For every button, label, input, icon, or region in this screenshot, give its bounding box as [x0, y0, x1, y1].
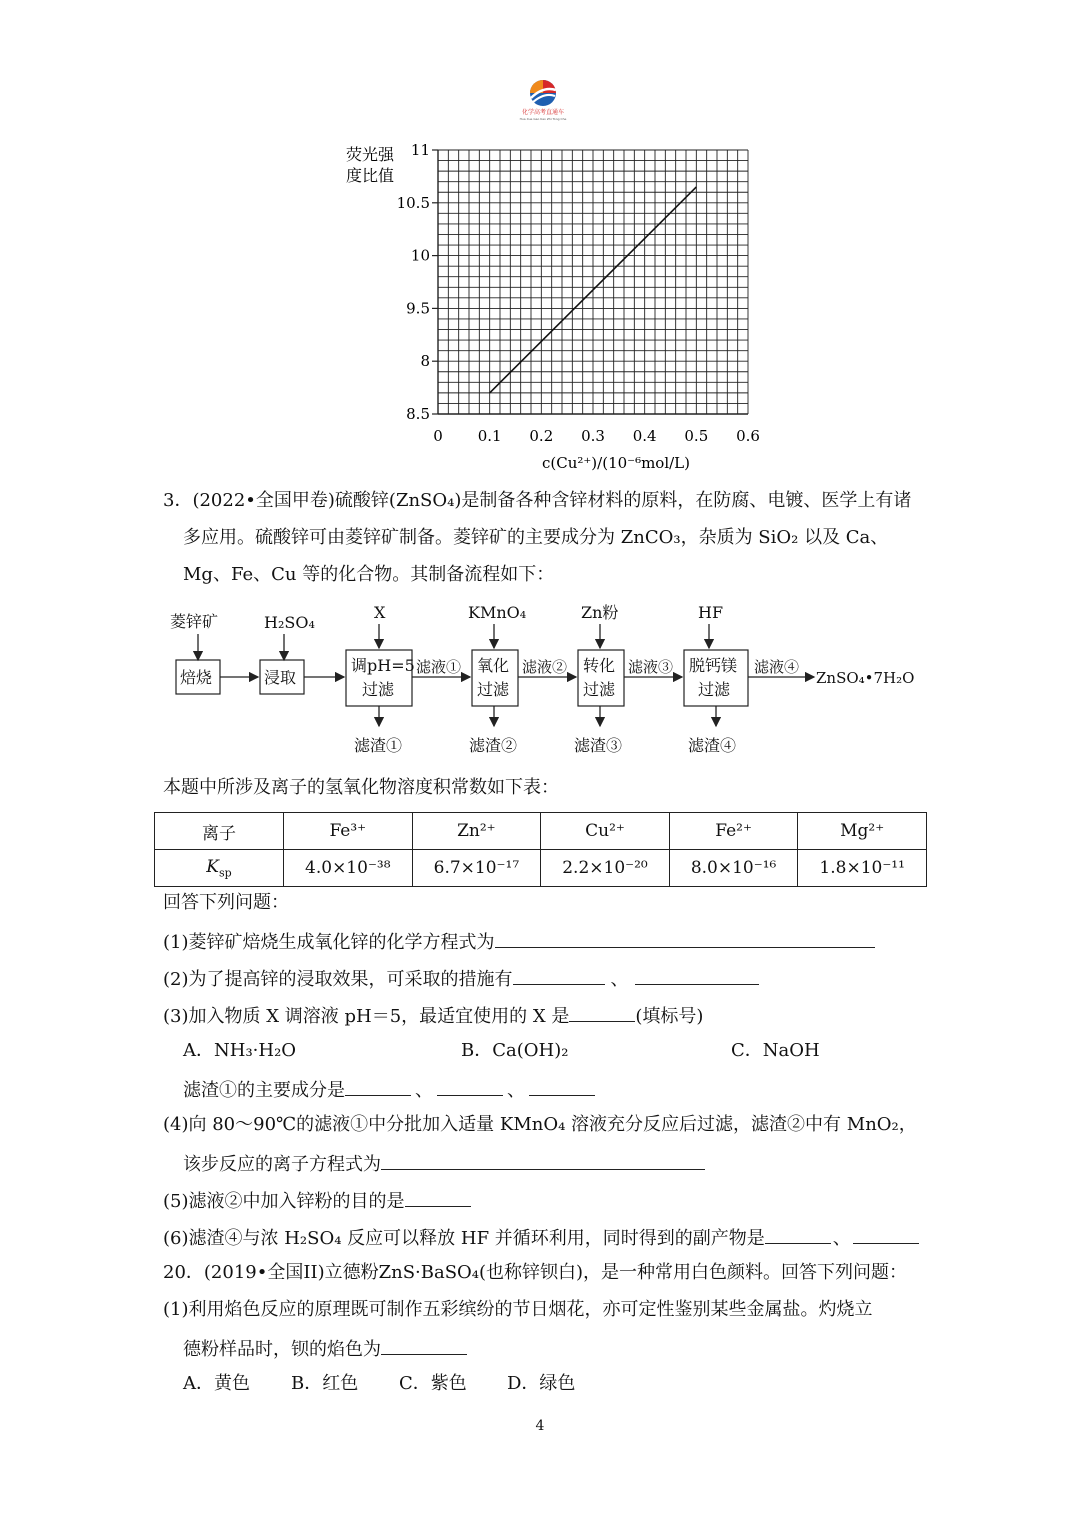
product-label: ZnSO₄•7H₂O [816, 669, 915, 687]
filtrate-4: 滤液④ [754, 658, 800, 676]
input-h2so4: H₂SO₄ [264, 613, 315, 632]
y-axis-label-line2: 度比值 [346, 166, 395, 185]
x-tick-label: 0.1 [477, 427, 502, 445]
y-tick-labels [397, 141, 438, 423]
header-zn2: Zn²⁺ [412, 813, 541, 850]
ksp-mg2: 1.8×10⁻¹¹ [798, 850, 927, 887]
q20-option-d[interactable]: D．绿色 [507, 1373, 576, 1394]
x-tick-labels [433, 427, 760, 445]
ksp-zn2: 6.7×10⁻¹⁷ [412, 850, 541, 887]
q2-blank-1[interactable] [513, 966, 605, 985]
q20-option-a[interactable]: A．黄色 [183, 1373, 250, 1394]
box-ph-l2: 过滤 [362, 680, 395, 699]
input-ore: 菱锌矿 [170, 612, 219, 631]
q2-text: (2)为了提高锌的浸取效果，可采取的措施有 [163, 969, 513, 990]
q3q-line [163, 1003, 703, 1028]
residue-2: 滤渣② [469, 736, 518, 755]
q3-residue-line: 滤渣①的主要成分是 、 、 [183, 1077, 595, 1102]
x-tick-label: 0 [433, 427, 443, 445]
header-ion: 离子 [155, 813, 284, 850]
x-tick-label: 0.5 [684, 427, 709, 445]
header-fe3: Fe³⁺ [284, 813, 413, 850]
row-label-ksp: $K_{sp}$ [155, 850, 284, 887]
table-intro: 本题中所涉及离子的氢氧化物溶度积常数如下表： [163, 777, 559, 798]
residue-1: 滤渣① [354, 736, 403, 755]
q5-text: (5)滤液②中加入锌粉的目的是 [163, 1191, 405, 1212]
q3-options [183, 1040, 820, 1062]
filtrate-1: 滤液① [416, 658, 462, 676]
q2-separator: 、 [610, 969, 629, 990]
input-zn: Zn粉 [581, 603, 619, 622]
q4-blank[interactable] [381, 1151, 705, 1170]
ksp-header-row [155, 813, 927, 850]
q6-blank-1[interactable] [765, 1225, 831, 1244]
publisher-logo [518, 78, 568, 122]
residue-3: 滤渣③ [574, 736, 623, 755]
ksp-table [154, 812, 927, 887]
q20-option-b[interactable]: B．红色 [291, 1373, 359, 1394]
x-tick-label: 0.3 [581, 427, 605, 445]
q20-1-text: 德粉样品时，钡的焰色为 [183, 1339, 381, 1360]
fluorescence-chart [330, 138, 770, 478]
logo-caption: 化学高考直通车 [521, 109, 565, 116]
q6-text: (6)滤渣④与浓 H₂SO₄ 反应可以释放 HF 并循环利用，同时得到的副产物是 [163, 1228, 765, 1249]
x-axis-label: c(Cu²⁺)/(10⁻⁶mol/L) [541, 454, 691, 472]
logo-subcaption: Hua Xue Gao Kao Zhi Tong Che [519, 117, 567, 121]
box-convert-l2: 过滤 [583, 680, 616, 699]
residue-blank-1[interactable] [345, 1077, 411, 1096]
q20-1-line2 [183, 1336, 467, 1361]
y-tick-label: 10 [410, 246, 430, 265]
q20-1-line1: (1)利用焰色反应的原理既可制作五彩缤纷的节日烟花，亦可定性鉴别某些金属盐。灼烧立 [163, 1299, 873, 1320]
box-roast-label: 焙烧 [180, 668, 213, 687]
residue-blank-3[interactable] [529, 1077, 595, 1096]
process-flow-diagram [160, 598, 920, 763]
input-hf: HF [698, 603, 724, 622]
header-mg2: Mg²⁺ [798, 813, 927, 850]
q1-text: (1)菱锌矿焙烧生成氧化锌的化学方程式为 [163, 932, 495, 953]
box-decalcify-l2: 过滤 [698, 680, 731, 699]
q3q-blank[interactable] [569, 1003, 635, 1022]
q20-options [183, 1373, 575, 1395]
filtrate-3: 滤液③ [628, 658, 674, 676]
ksp-fe2: 8.0×10⁻¹⁶ [669, 850, 798, 887]
q3-option-c[interactable]: C．NaOH [731, 1040, 820, 1061]
q3q-post: (填标号) [635, 1006, 704, 1027]
q1-blank[interactable] [495, 929, 875, 948]
y-tick-label: 11 [410, 141, 430, 159]
ksp-value-row [155, 850, 927, 887]
residue-blank-2[interactable] [437, 1077, 503, 1096]
x-tick-label: 0.2 [529, 427, 554, 445]
ksp-cu2: 2.2×10⁻²⁰ [541, 850, 670, 887]
input-x: X [374, 603, 386, 622]
x-tick-label: 0.4 [632, 427, 657, 445]
input-kmno4: KMnO₄ [468, 603, 527, 622]
box-oxidize-l1: 氧化 [477, 656, 510, 675]
y-axis-label-line1: 荧光强 [346, 145, 395, 164]
filtrate-2: 滤液② [522, 658, 568, 676]
q3-residue-text: 滤渣①的主要成分是 [183, 1080, 345, 1101]
q20-1-blank[interactable] [381, 1336, 467, 1355]
q5-line [163, 1188, 471, 1213]
q3-line2: 多应用。硫酸锌可由菱锌矿制备。菱锌矿的主要成分为 ZnCO₃，杂质为 SiO₂ 以及 Ca、 [183, 527, 889, 548]
box-convert-l1: 转化 [583, 656, 616, 675]
q3-option-b[interactable]: B．Ca(OH)₂ [461, 1040, 569, 1061]
chart-grid [438, 150, 748, 414]
q2-line [163, 966, 759, 991]
q5-blank[interactable] [405, 1188, 471, 1207]
y-tick-label: 8 [420, 352, 430, 371]
header-cu2: Cu²⁺ [541, 813, 670, 850]
ksp-fe3: 4.0×10⁻³⁸ [284, 850, 413, 887]
box-decalcify-l1: 脱钙镁 [689, 656, 738, 675]
answer-intro: 回答下列问题： [163, 892, 289, 913]
q3-line3: Mg、Fe、Cu 等的化合物。其制备流程如下： [183, 564, 555, 585]
box-leach-label: 浸取 [264, 668, 297, 687]
q4-text: 该步反应的离子方程式为 [183, 1154, 381, 1175]
box-ph-l1: 调pH=5 [351, 656, 415, 675]
q4-line2 [183, 1151, 705, 1176]
q3-option-a[interactable]: A．NH₃·H₂O [183, 1040, 297, 1061]
residue-4: 滤渣④ [688, 736, 737, 755]
q6-line: (6)滤渣④与浓 H₂SO₄ 反应可以释放 HF 并循环利用，同时得到的副产物是 、 [163, 1225, 919, 1250]
y-tick-label: 8.5 [406, 405, 430, 423]
header-fe2: Fe²⁺ [669, 813, 798, 850]
y-tick-label: 9.5 [406, 299, 430, 318]
q1-line [163, 929, 875, 954]
q20-line: 20．(2019•全国II)立德粉ZnS·BaSO₄(也称锌钡白)，是一种常用白色颜料。回答下列问题： [163, 1262, 908, 1283]
q4-line1: (4)向 80～90℃的滤液①中分批加入适量 KMnO₄ 溶液充分反应后过滤，滤渣②中有 MnO₂， [163, 1114, 917, 1135]
y-tick-label: 10.5 [396, 193, 430, 212]
q3q-text: (3)加入物质 X 调溶液 pH＝5，最适宜使用的 X 是 [163, 1006, 570, 1027]
q6-blank-2[interactable] [853, 1225, 919, 1244]
q3-line1: 3．(2022•全国甲卷)硫酸锌(ZnSO₄)是制备各种含锌材料的原料，在防腐、电镀、医学上有诸 [163, 490, 912, 511]
q20-option-c[interactable]: C．紫色 [399, 1373, 467, 1394]
q2-blank-2[interactable] [635, 966, 759, 985]
box-oxidize-l2: 过滤 [477, 680, 510, 699]
page-number: 4 [535, 1418, 545, 1434]
x-tick-label: 0.6 [736, 427, 760, 445]
